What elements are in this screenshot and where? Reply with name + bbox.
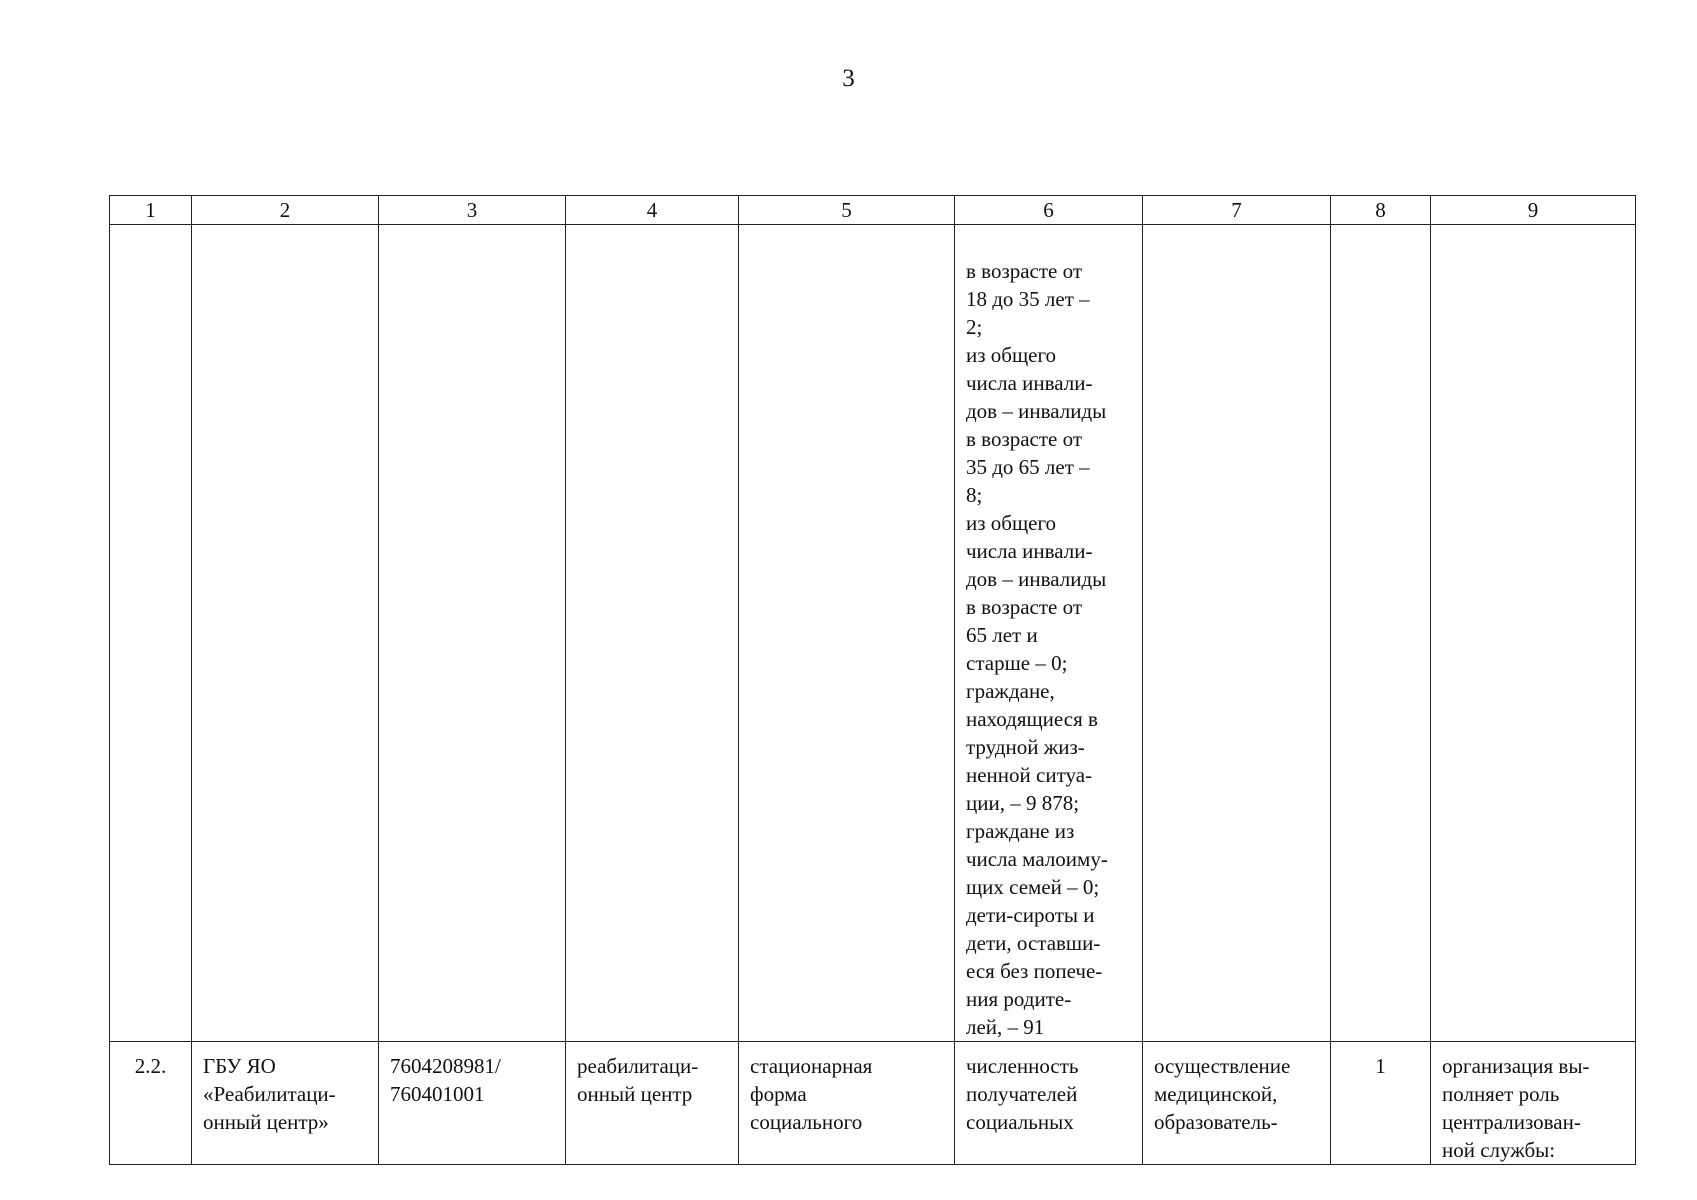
cont-cell-4 bbox=[566, 225, 739, 1042]
page-number: 3 bbox=[842, 65, 855, 92]
row-number: 2.2. bbox=[110, 1042, 192, 1165]
service-form: стационарная форма социального bbox=[739, 1042, 955, 1165]
cont-cell-9 bbox=[1431, 225, 1636, 1042]
organization-role: организация вы- полняет роль централизован- ной службы: bbox=[1431, 1042, 1636, 1165]
header-cell-9: 9 bbox=[1431, 196, 1636, 225]
header-cell-5: 5 bbox=[739, 196, 955, 225]
header-cell-1: 1 bbox=[110, 196, 192, 225]
header-cell-3: 3 bbox=[379, 196, 566, 225]
organization-name: ГБУ ЯО «Реабилитаци- онный центр» bbox=[192, 1042, 379, 1165]
header-row bbox=[110, 196, 1636, 225]
cont-cell-2 bbox=[192, 225, 379, 1042]
cont-cell-7 bbox=[1143, 225, 1331, 1042]
header-cell-2: 2 bbox=[192, 196, 379, 225]
cont-cell-5 bbox=[739, 225, 955, 1042]
continuation-row bbox=[110, 225, 1636, 1042]
header-cell-7: 7 bbox=[1143, 196, 1331, 225]
header-cell-4: 4 bbox=[566, 196, 739, 225]
organization-type: реабилитаци- онный центр bbox=[566, 1042, 739, 1165]
recipients-count: численность получателей социальных bbox=[955, 1042, 1143, 1165]
header-cell-6: 6 bbox=[955, 196, 1143, 225]
cont-cell-8 bbox=[1331, 225, 1431, 1042]
registry-table bbox=[109, 195, 1636, 1165]
cont-cell-6-recipients: в возрасте от 18 до 35 лет – 2; из общего числа инвали- дов – инвалиды в возрасте от 35 до 65 лет – 8; из общего числа инвали- дов – инвалиды в возрасте от 65 лет и старше – 0; граждане, находящиеся в трудной жиз- ненной ситуа- ции, – 9 878; граждане из числа малоиму- щих семей – 0; дети-сироты и дети, оставши- еся без попече- ния родите- лей, – 91 bbox=[955, 225, 1143, 1042]
cont-cell-1 bbox=[110, 225, 192, 1042]
header-cell-8: 8 bbox=[1331, 196, 1431, 225]
inn-kpp: 7604208981/ 760401001 bbox=[379, 1042, 566, 1165]
cont-cell-3 bbox=[379, 225, 566, 1042]
count-value: 1 bbox=[1331, 1042, 1431, 1165]
table-row-2-2 bbox=[110, 1042, 1636, 1165]
activity-description: осуществление медицинской, образователь- bbox=[1143, 1042, 1331, 1165]
